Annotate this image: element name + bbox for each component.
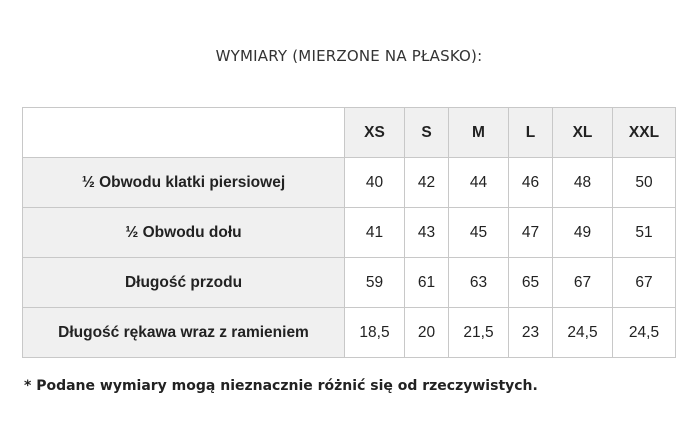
table-cell: 21,5 [449, 308, 509, 358]
row-label: Długość rękawa wraz z ramieniem [23, 308, 345, 358]
table-cell: 40 [345, 158, 405, 208]
table-cell: 48 [553, 158, 613, 208]
table-row [23, 208, 676, 258]
table-cell: 24,5 [613, 308, 676, 358]
size-chart-table [22, 107, 676, 358]
table-cell: 61 [405, 258, 449, 308]
table-row [23, 308, 676, 358]
page-title: WYMIARY (MIERZONE NA PŁASKO): [215, 47, 483, 65]
table-cell: 24,5 [553, 308, 613, 358]
table-cell: 50 [613, 158, 676, 208]
table-cell: 59 [345, 258, 405, 308]
row-label: ½ Obwodu klatki piersiowej [23, 158, 345, 208]
size-header-xxl: XXL [613, 108, 676, 158]
row-label: Długość przodu [23, 258, 345, 308]
header-corner-cell [23, 108, 345, 158]
table-cell: 42 [405, 158, 449, 208]
table-cell: 44 [449, 158, 509, 208]
table-cell: 63 [449, 258, 509, 308]
size-header-xs: XS [345, 108, 405, 158]
row-label: ½ Obwodu dołu [23, 208, 345, 258]
table-cell: 46 [509, 158, 553, 208]
size-header-l: L [509, 108, 553, 158]
table-cell: 49 [553, 208, 613, 258]
table-cell: 45 [449, 208, 509, 258]
table-cell: 43 [405, 208, 449, 258]
table-row [23, 258, 676, 308]
table-cell: 51 [613, 208, 676, 258]
table-cell: 18,5 [345, 308, 405, 358]
size-header-m: M [449, 108, 509, 158]
table-cell: 47 [509, 208, 553, 258]
table-cell: 41 [345, 208, 405, 258]
table-cell: 23 [509, 308, 553, 358]
footnote: * Podane wymiary mogą nieznacznie różnić się od rzeczywistych. [24, 378, 538, 394]
size-header-row [23, 108, 676, 158]
table-row [23, 158, 676, 208]
size-header-xl: XL [553, 108, 613, 158]
size-header-s: S [405, 108, 449, 158]
table-cell: 67 [553, 258, 613, 308]
table-cell: 20 [405, 308, 449, 358]
table-cell: 67 [613, 258, 676, 308]
table-cell: 65 [509, 258, 553, 308]
